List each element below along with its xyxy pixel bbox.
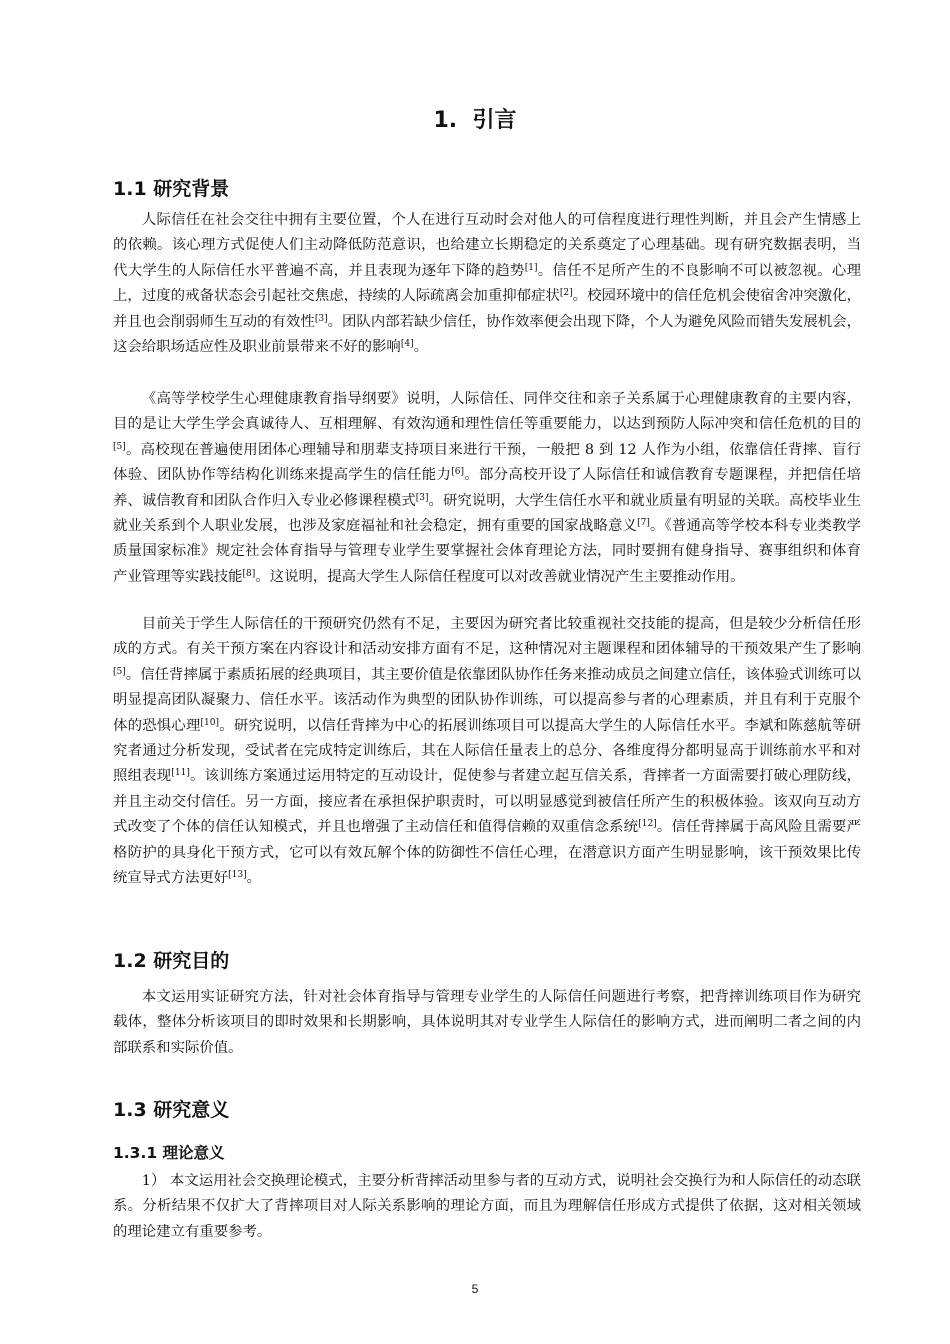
citation-marker: [5]: [113, 441, 126, 452]
paragraph-purpose: [113, 985, 861, 1061]
chapter-heading: [0, 106, 950, 136]
chapter-title: 引言: [472, 108, 517, 133]
text-run: 。校园环境中的信任危机会使宿舍冲突激化，并且也会削弱师生互动的有效性: [113, 288, 861, 330]
citation-marker: [2]: [559, 288, 573, 299]
page-number: 5: [471, 1282, 479, 1296]
citation-marker: [10]: [200, 717, 220, 728]
section-heading-1-2: 1.2 研究目的: [113, 950, 230, 972]
citation-marker: [7]: [637, 518, 650, 529]
text-run: 本文运用实证研究方法，针对社会体育指导与管理专业学生的人际信任问题进行考察，把背摔训练项目作为研究载体，整体分析该项目的即时效果和长期影响，具体说明其对专业学生人际信任的影响方式，进而阐明二者之间的内部联系和实际价值。: [113, 989, 861, 1056]
text-run: 。: [413, 339, 428, 356]
citation-marker: [5]: [113, 666, 126, 677]
citation-marker: [12]: [638, 819, 657, 830]
text-run: 。高校现在普遍使用团体心理辅导和朋辈支持项目来进行干预，一般把 8 到 12 人作为小组，依靠信任背摔、盲行体验、团队协作等结构化训练来提高学生的信任能力: [113, 441, 861, 484]
paragraph-background-3: [113, 612, 861, 891]
text-run: 。部分高校开设了人际信任和诚信教育专题课程，并把信任培养、诚信教育和团队合作归入专业必修课程模式: [113, 467, 861, 509]
citation-marker: [1]: [524, 262, 538, 273]
text-run: 。《普通高等学校本科专业类教学质量国家标准》规定社会体育指导与管理专业学生要掌握社会体育理论方法，同时要拥有健身指导、赛事组织和体育产业管理等实践技能: [113, 518, 861, 585]
section-heading-1-1: 1.1 研究背景: [113, 178, 230, 200]
text-run: 。信任不足所产生的不良影响不可以被忽视。心理上，过度的戒备状态会引起社交焦虑，持续的人际疏离会加重抑郁症状: [113, 262, 861, 305]
text-run: 。这说明，提高大学生人际信任程度可以对改善就业情况产生主要推动作用。: [255, 568, 745, 585]
text-run: 。该训练方案通过运用特定的互动设计，促使参与者建立起互信关系，背摔者一方面需要打破心理防线，并且主动交付信任。另一方面，接应者在承担保护职责时，可以明显感觉到被信任所产生的积极体验。该双向互动方式改变了个体的信任认知模式，并且也增强了主动信任和值得信赖的双重信念系统: [113, 768, 861, 836]
text-run: 人际信任在社会交往中拥有主要位置，个人在进行互动时会对他人的可信程度进行理性判断，并且会产生情感上的依赖。该心理方式促使人们主动降低防范意识，也给建立长期稳定的关系奠定了心理基础。现有研究数据表明，当代大学生的人际信任水平普遍不高，并且表现为逐年下降的趋势: [113, 212, 861, 279]
text-run: 。信任背摔属于高风险且需要严格防护的具身化干预方式，它可以有效瓦解个体的防御性不信任心理，在潜意识方面产生明显影响，该干预效果比传统宣导式方法更好: [113, 819, 861, 887]
citation-marker: [3]: [415, 492, 429, 503]
citation-marker: [11]: [171, 768, 190, 779]
text-run: 。研究说明，大学生信任水平和就业质量有明显的关联。高校毕业生就业关系到个人职业发展，也涉及家庭福祉和社会稳定，拥有重要的国家战略意义: [113, 492, 861, 535]
citation-marker: [6]: [451, 467, 464, 478]
text-run: 目前关于学生人际信任的干预研究仍然有不足，主要因为研究者比较重视社交技能的提高，但是较少分析信任形成的方式。有关干预方案在内容设计和活动安排方面有不足，这种情况对主题课程和团体辅导的干预效果产生了影响: [113, 616, 861, 658]
citation-marker: [13]: [228, 870, 247, 881]
text-run: 1） 本文运用社会交换理论模式，主要分析背摔活动里参与者的互动方式，说明社会交换行为和人际信任的动态联系。分析结果不仅扩大了背摔项目对人际关系影响的理论方面，而且为理解信任形成方式提供了依据，这对相关领域的理论建立有重要参考。: [113, 1173, 861, 1240]
text-run: 。团队内部若缺少信任，协作效率便会出现下降，个人为避免风险而错失发展机会，这会给职场适应性及职业前景带来不好的影响: [113, 313, 861, 356]
citation-marker: [3]: [314, 313, 328, 324]
citation-marker: [8]: [242, 568, 256, 579]
text-run: 。: [246, 870, 262, 887]
citation-marker: [4]: [400, 339, 414, 350]
subsection-heading-1-3-1: 1.3.1 理论意义: [113, 1144, 225, 1162]
paragraph-theory: [113, 1169, 861, 1245]
text-run: 《高等学校学生心理健康教育指导纲要》说明，人际信任、同伴交往和亲子关系属于心理健康教育的主要内容，目的是让大学生学会真诚待人、互相理解、有效沟通和理性信任等重要能力，以达到预防人际冲突和信任危机的目的: [113, 391, 861, 433]
text-run: 。信任背摔属于素质拓展的经典项目，其主要价值是依靠团队协作任务来推动成员之间建立信任，该体验式训练可以明显提高团队凝聚力、信任水平。该活动作为典型的团队协作训练，可以提高参与者的心理素质，并且有利于克服个体的恐惧心理: [113, 666, 861, 734]
chapter-number: 1.: [433, 108, 458, 133]
text-run: 。研究说明，以信任背摔为中心的拓展训练项目可以提高大学生的人际信任水平。李斌和陈慈航等研究者通过分析发现，受试者在完成特定训练后，其在人际信任量表上的总分、各维度得分都明显高于训练前水平和对照组表现: [113, 717, 861, 785]
paragraph-background-2: [113, 387, 861, 590]
section-heading-1-3: 1.3 研究意义: [113, 1099, 230, 1121]
paragraph-background-1: [113, 208, 861, 360]
